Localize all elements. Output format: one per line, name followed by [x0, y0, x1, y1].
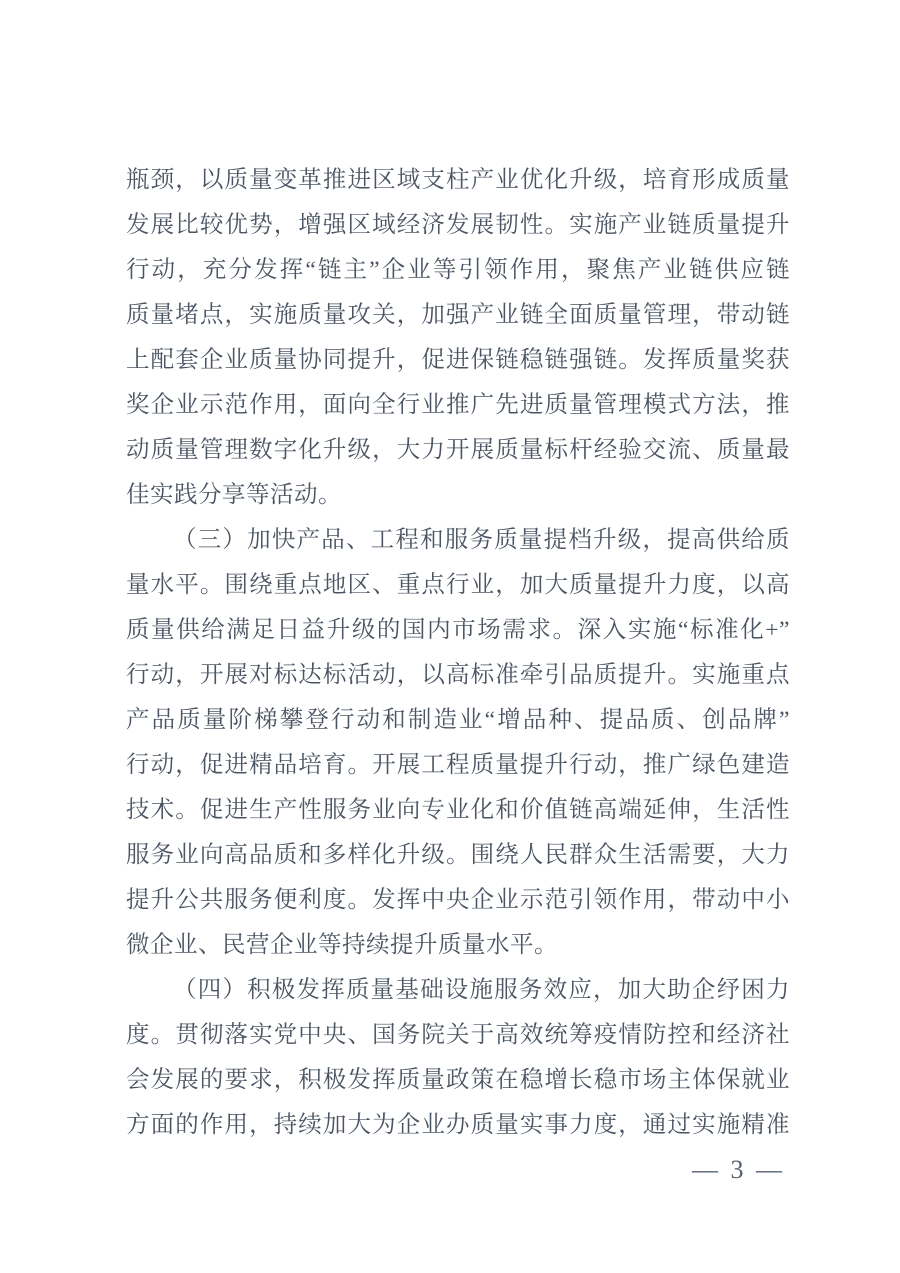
document-body — [126, 158, 790, 1148]
text-line: 技术。促进生产性服务业向专业化和价值链高端延伸，生活性 — [126, 797, 790, 823]
text-line: 佳实践分享等活动。 — [126, 482, 342, 508]
text-line: 上配套企业质量协同提升，促进保链稳链强链。发挥质量奖获 — [126, 347, 790, 373]
text-line: 量水平。围绕重点地区、重点行业，加大质量提升力度，以高 — [126, 572, 790, 598]
text-line: 质量堵点，实施质量攻关，加强产业链全面质量管理，带动链 — [126, 302, 790, 328]
page-number: — 3 — — [692, 1155, 785, 1184]
text-line: 会发展的要求，积极发挥质量政策在稳增长稳市场主体保就业 — [126, 1067, 790, 1093]
section-heading-line: （四）积极发挥质量基础设施服务效应，加大助企纾困力 — [173, 977, 790, 1003]
text-line: 行动，促进精品培育。开展工程质量提升行动，推广绿色建造 — [126, 752, 790, 778]
text-line: 质量供给满足日益升级的国内市场需求。深入实施“标准化+” — [126, 617, 790, 643]
text-line: 发展比较优势，增强区域经济发展韧性。实施产业链质量提升 — [126, 212, 790, 238]
text-line: 微企业、民营企业等持续提升质量水平。 — [126, 932, 558, 958]
text-line: 产品质量阶梯攀登行动和制造业“增品种、提品质、创品牌” — [126, 707, 790, 733]
text-line: 行动，开展对标达标活动，以高标准牵引品质提升。实施重点 — [126, 662, 790, 688]
text-line: 动质量管理数字化升级，大力开展质量标杆经验交流、质量最 — [126, 437, 790, 463]
text-line: 服务业向高品质和多样化升级。围绕人民群众生活需要，大力 — [126, 842, 790, 868]
section-heading-line: （三）加快产品、工程和服务质量提档升级，提高供给质 — [173, 527, 790, 553]
text-line: 提升公共服务便利度。发挥中央企业示范引领作用，带动中小 — [126, 887, 790, 913]
text-line: 瓶颈，以质量变革推进区域支柱产业优化升级，培育形成质量 — [126, 167, 790, 193]
text-line: 行动，充分发挥“链主”企业等引领作用，聚焦产业链供应链 — [126, 257, 790, 283]
text-line: 方面的作用，持续加大为企业办质量实事力度，通过实施精准 — [126, 1112, 790, 1138]
text-line: 度。贯彻落实党中央、国务院关于高效统筹疫情防控和经济社 — [126, 1022, 790, 1048]
text-line: 奖企业示范作用，面向全行业推广先进质量管理模式方法，推 — [126, 392, 790, 418]
